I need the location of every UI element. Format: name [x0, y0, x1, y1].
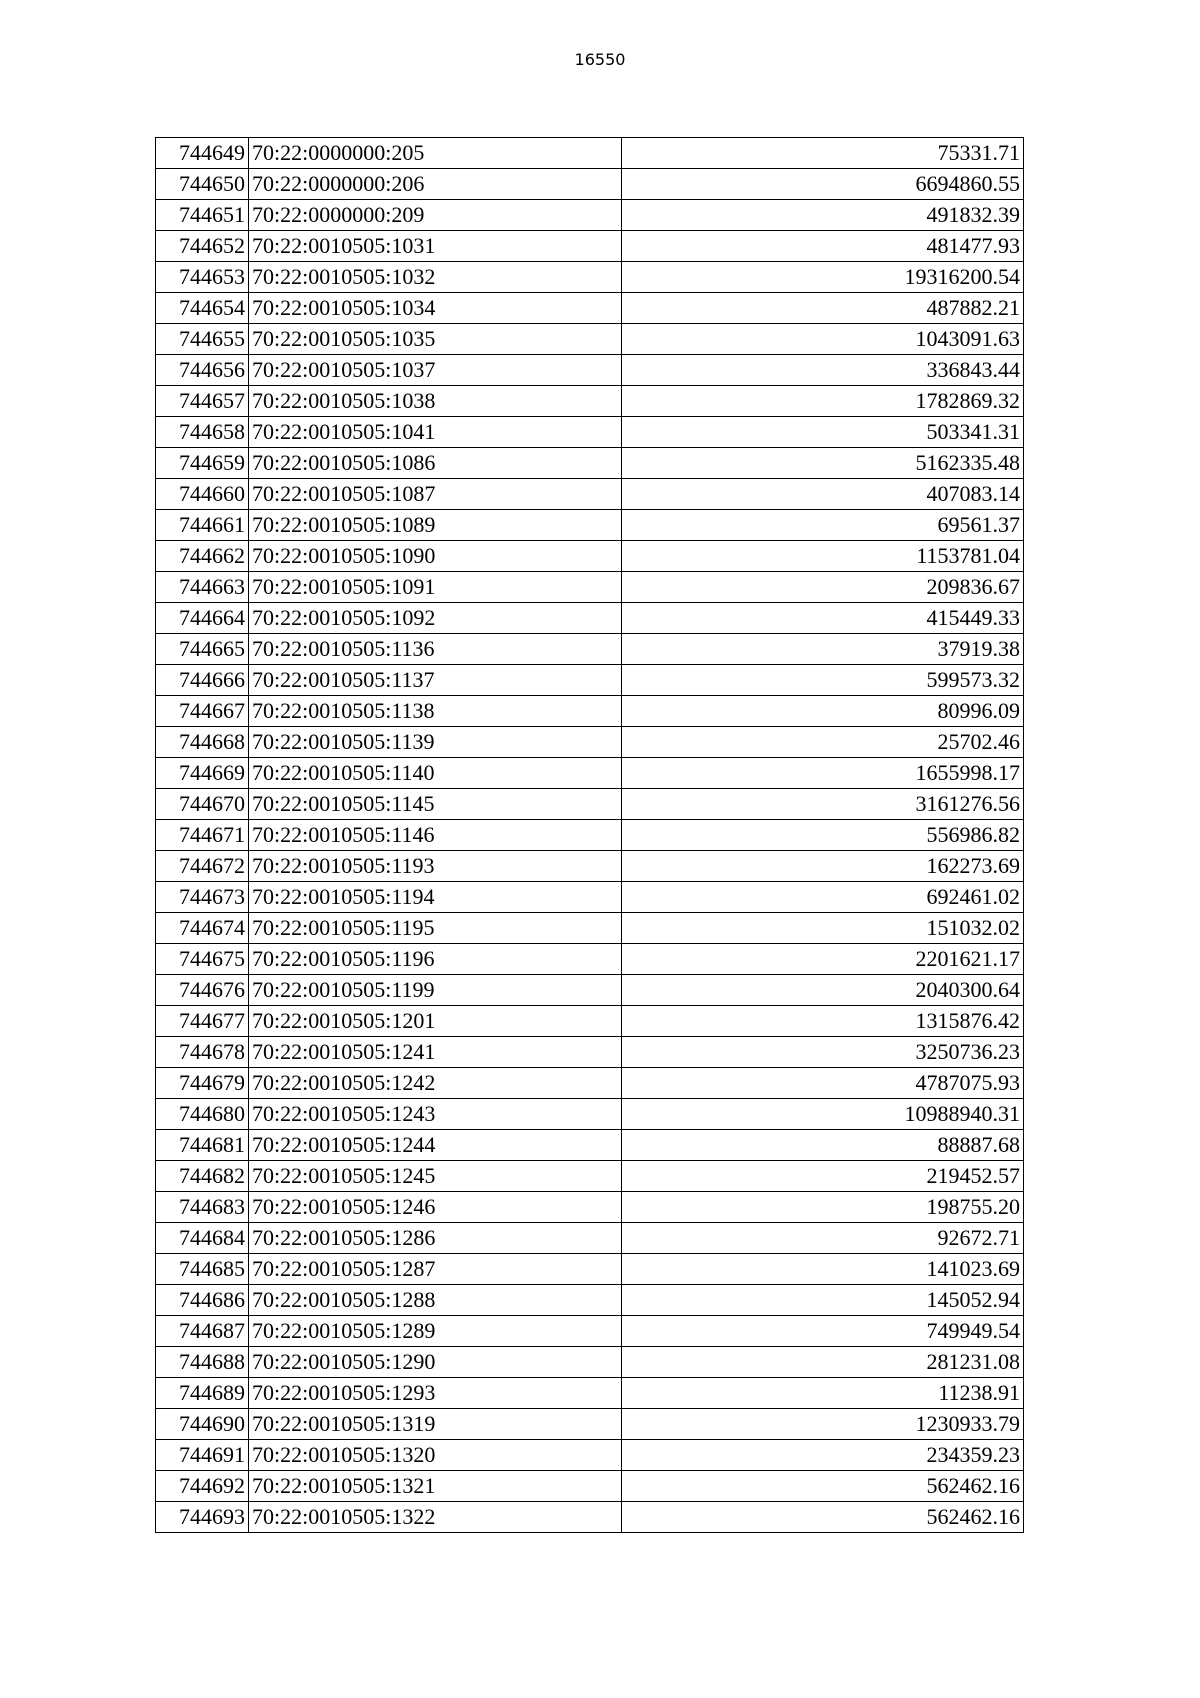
table-row — [156, 1037, 1024, 1068]
table-row — [156, 355, 1024, 386]
table-row — [156, 1378, 1024, 1409]
cadastral-number-cell: 70:22:0010505:1087 — [249, 479, 622, 510]
cadastral-number-cell: 70:22:0010505:1037 — [249, 355, 622, 386]
cadastral-value-cell: 6694860.55 — [622, 169, 1024, 200]
cadastral-number-cell: 70:22:0010505:1321 — [249, 1471, 622, 1502]
cadastral-number-cell: 70:22:0010505:1086 — [249, 448, 622, 479]
cadastral-value-table — [155, 137, 1024, 1533]
cadastral-number-cell: 70:22:0010505:1032 — [249, 262, 622, 293]
cadastral-number-cell: 70:22:0010505:1195 — [249, 913, 622, 944]
cadastral-number-cell: 70:22:0010505:1038 — [249, 386, 622, 417]
cadastral-value-cell: 4787075.93 — [622, 1068, 1024, 1099]
cadastral-number-cell: 70:22:0010505:1145 — [249, 789, 622, 820]
cadastral-number-cell: 70:22:0000000:209 — [249, 200, 622, 231]
cadastral-value-cell: 1153781.04 — [622, 541, 1024, 572]
cadastral-number-cell: 70:22:0010505:1290 — [249, 1347, 622, 1378]
table-row — [156, 293, 1024, 324]
table-row — [156, 417, 1024, 448]
cadastral-value-cell: 219452.57 — [622, 1161, 1024, 1192]
table-row — [156, 1130, 1024, 1161]
cadastral-value-cell: 1230933.79 — [622, 1409, 1024, 1440]
cadastral-value-cell: 503341.31 — [622, 417, 1024, 448]
row-number-cell: 744654 — [156, 293, 249, 324]
row-number-cell: 744675 — [156, 944, 249, 975]
row-number-cell: 744649 — [156, 138, 249, 169]
cadastral-number-cell: 70:22:0010505:1246 — [249, 1192, 622, 1223]
cadastral-value-cell: 5162335.48 — [622, 448, 1024, 479]
cadastral-value-cell: 80996.09 — [622, 696, 1024, 727]
cadastral-number-cell: 70:22:0010505:1140 — [249, 758, 622, 789]
row-number-cell: 744666 — [156, 665, 249, 696]
cadastral-value-cell: 749949.54 — [622, 1316, 1024, 1347]
cadastral-value-cell: 407083.14 — [622, 479, 1024, 510]
cadastral-number-cell: 70:22:0010505:1031 — [249, 231, 622, 262]
table-row — [156, 541, 1024, 572]
table-row — [156, 603, 1024, 634]
cadastral-number-cell: 70:22:0010505:1289 — [249, 1316, 622, 1347]
cadastral-number-cell: 70:22:0010505:1090 — [249, 541, 622, 572]
row-number-cell: 744690 — [156, 1409, 249, 1440]
row-number-cell: 744662 — [156, 541, 249, 572]
table-row — [156, 851, 1024, 882]
cadastral-value-cell: 1315876.42 — [622, 1006, 1024, 1037]
cadastral-number-cell: 70:22:0010505:1089 — [249, 510, 622, 541]
row-number-cell: 744685 — [156, 1254, 249, 1285]
table-row — [156, 727, 1024, 758]
cadastral-value-cell: 69561.37 — [622, 510, 1024, 541]
cadastral-number-cell: 70:22:0010505:1146 — [249, 820, 622, 851]
cadastral-number-cell: 70:22:0010505:1244 — [249, 1130, 622, 1161]
table-row — [156, 1223, 1024, 1254]
cadastral-number-cell: 70:22:0010505:1287 — [249, 1254, 622, 1285]
row-number-cell: 744689 — [156, 1378, 249, 1409]
row-number-cell: 744667 — [156, 696, 249, 727]
row-number-cell: 744665 — [156, 634, 249, 665]
cadastral-number-cell: 70:22:0010505:1241 — [249, 1037, 622, 1068]
cadastral-value-cell: 162273.69 — [622, 851, 1024, 882]
table-row — [156, 448, 1024, 479]
row-number-cell: 744678 — [156, 1037, 249, 1068]
cadastral-number-cell: 70:22:0010505:1139 — [249, 727, 622, 758]
table-row — [156, 510, 1024, 541]
cadastral-number-cell: 70:22:0010505:1091 — [249, 572, 622, 603]
row-number-cell: 744682 — [156, 1161, 249, 1192]
cadastral-value-cell: 25702.46 — [622, 727, 1024, 758]
table-row — [156, 820, 1024, 851]
row-number-cell: 744664 — [156, 603, 249, 634]
cadastral-number-cell: 70:22:0010505:1319 — [249, 1409, 622, 1440]
row-number-cell: 744659 — [156, 448, 249, 479]
row-number-cell: 744681 — [156, 1130, 249, 1161]
table-row — [156, 1471, 1024, 1502]
cadastral-number-cell: 70:22:0000000:206 — [249, 169, 622, 200]
cadastral-number-cell: 70:22:0010505:1137 — [249, 665, 622, 696]
table-row — [156, 1068, 1024, 1099]
cadastral-number-cell: 70:22:0010505:1243 — [249, 1099, 622, 1130]
cadastral-value-cell: 92672.71 — [622, 1223, 1024, 1254]
table-row — [156, 1440, 1024, 1471]
cadastral-value-cell: 37919.38 — [622, 634, 1024, 665]
cadastral-number-cell: 70:22:0010505:1035 — [249, 324, 622, 355]
cadastral-value-cell: 145052.94 — [622, 1285, 1024, 1316]
row-number-cell: 744656 — [156, 355, 249, 386]
cadastral-value-cell: 151032.02 — [622, 913, 1024, 944]
row-number-cell: 744658 — [156, 417, 249, 448]
row-number-cell: 744660 — [156, 479, 249, 510]
cadastral-value-cell: 281231.08 — [622, 1347, 1024, 1378]
table-row — [156, 1347, 1024, 1378]
table-row — [156, 1099, 1024, 1130]
cadastral-number-cell: 70:22:0010505:1136 — [249, 634, 622, 665]
cadastral-value-cell: 2201621.17 — [622, 944, 1024, 975]
cadastral-value-cell: 2040300.64 — [622, 975, 1024, 1006]
row-number-cell: 744672 — [156, 851, 249, 882]
table-row — [156, 1006, 1024, 1037]
cadastral-value-cell: 75331.71 — [622, 138, 1024, 169]
row-number-cell: 744684 — [156, 1223, 249, 1254]
row-number-cell: 744677 — [156, 1006, 249, 1037]
row-number-cell: 744657 — [156, 386, 249, 417]
cadastral-value-cell: 234359.23 — [622, 1440, 1024, 1471]
cadastral-value-cell: 487882.21 — [622, 293, 1024, 324]
cadastral-value-cell: 336843.44 — [622, 355, 1024, 386]
row-number-cell: 744670 — [156, 789, 249, 820]
table-row — [156, 386, 1024, 417]
row-number-cell: 744674 — [156, 913, 249, 944]
cadastral-value-cell: 481477.93 — [622, 231, 1024, 262]
cadastral-number-cell: 70:22:0010505:1322 — [249, 1502, 622, 1533]
table-row — [156, 789, 1024, 820]
table-row — [156, 634, 1024, 665]
table-row — [156, 665, 1024, 696]
cadastral-value-cell: 562462.16 — [622, 1471, 1024, 1502]
table-row — [156, 1502, 1024, 1533]
cadastral-value-cell: 141023.69 — [622, 1254, 1024, 1285]
cadastral-value-cell: 1782869.32 — [622, 386, 1024, 417]
row-number-cell: 744671 — [156, 820, 249, 851]
cadastral-number-cell: 70:22:0000000:205 — [249, 138, 622, 169]
row-number-cell: 744686 — [156, 1285, 249, 1316]
table-row — [156, 696, 1024, 727]
page-number: 16550 — [574, 50, 626, 69]
row-number-cell: 744687 — [156, 1316, 249, 1347]
cadastral-value-cell: 599573.32 — [622, 665, 1024, 696]
cadastral-number-cell: 70:22:0010505:1092 — [249, 603, 622, 634]
table-row — [156, 324, 1024, 355]
row-number-cell: 744650 — [156, 169, 249, 200]
table-row — [156, 944, 1024, 975]
row-number-cell: 744679 — [156, 1068, 249, 1099]
row-number-cell: 744673 — [156, 882, 249, 913]
cadastral-value-cell: 10988940.31 — [622, 1099, 1024, 1130]
table-row — [156, 138, 1024, 169]
table-row — [156, 572, 1024, 603]
table-row — [156, 882, 1024, 913]
cadastral-value-cell: 562462.16 — [622, 1502, 1024, 1533]
cadastral-value-cell: 3161276.56 — [622, 789, 1024, 820]
cadastral-value-cell: 556986.82 — [622, 820, 1024, 851]
cadastral-number-cell: 70:22:0010505:1194 — [249, 882, 622, 913]
cadastral-value-cell: 491832.39 — [622, 200, 1024, 231]
table-row — [156, 1285, 1024, 1316]
cadastral-value-cell: 692461.02 — [622, 882, 1024, 913]
cadastral-number-cell: 70:22:0010505:1286 — [249, 1223, 622, 1254]
row-number-cell: 744661 — [156, 510, 249, 541]
table-row — [156, 1161, 1024, 1192]
table-row — [156, 231, 1024, 262]
cadastral-number-cell: 70:22:0010505:1288 — [249, 1285, 622, 1316]
cadastral-number-cell: 70:22:0010505:1320 — [249, 1440, 622, 1471]
row-number-cell: 744693 — [156, 1502, 249, 1533]
cadastral-number-cell: 70:22:0010505:1242 — [249, 1068, 622, 1099]
cadastral-value-cell: 198755.20 — [622, 1192, 1024, 1223]
cadastral-number-cell: 70:22:0010505:1193 — [249, 851, 622, 882]
table-row — [156, 200, 1024, 231]
cadastral-value-cell: 209836.67 — [622, 572, 1024, 603]
cadastral-number-cell: 70:22:0010505:1034 — [249, 293, 622, 324]
table-row — [156, 913, 1024, 944]
cadastral-value-cell: 88887.68 — [622, 1130, 1024, 1161]
table-row — [156, 169, 1024, 200]
cadastral-number-cell: 70:22:0010505:1293 — [249, 1378, 622, 1409]
row-number-cell: 744691 — [156, 1440, 249, 1471]
cadastral-number-cell: 70:22:0010505:1201 — [249, 1006, 622, 1037]
cadastral-number-cell: 70:22:0010505:1041 — [249, 417, 622, 448]
cadastral-number-cell: 70:22:0010505:1196 — [249, 944, 622, 975]
row-number-cell: 744653 — [156, 262, 249, 293]
row-number-cell: 744676 — [156, 975, 249, 1006]
table-row — [156, 262, 1024, 293]
table-body — [156, 138, 1024, 1533]
table-row — [156, 975, 1024, 1006]
row-number-cell: 744663 — [156, 572, 249, 603]
table-row — [156, 1409, 1024, 1440]
cadastral-number-cell: 70:22:0010505:1199 — [249, 975, 622, 1006]
cadastral-number-cell: 70:22:0010505:1138 — [249, 696, 622, 727]
row-number-cell: 744680 — [156, 1099, 249, 1130]
cadastral-value-cell: 11238.91 — [622, 1378, 1024, 1409]
row-number-cell: 744669 — [156, 758, 249, 789]
table-row — [156, 1316, 1024, 1347]
row-number-cell: 744692 — [156, 1471, 249, 1502]
table-row — [156, 1192, 1024, 1223]
row-number-cell: 744651 — [156, 200, 249, 231]
cadastral-value-cell: 1043091.63 — [622, 324, 1024, 355]
row-number-cell: 744688 — [156, 1347, 249, 1378]
row-number-cell: 744668 — [156, 727, 249, 758]
table-row — [156, 758, 1024, 789]
row-number-cell: 744655 — [156, 324, 249, 355]
cadastral-value-cell: 3250736.23 — [622, 1037, 1024, 1068]
table-row — [156, 479, 1024, 510]
cadastral-value-cell: 1655998.17 — [622, 758, 1024, 789]
row-number-cell: 744652 — [156, 231, 249, 262]
cadastral-number-cell: 70:22:0010505:1245 — [249, 1161, 622, 1192]
cadastral-value-cell: 19316200.54 — [622, 262, 1024, 293]
cadastral-value-cell: 415449.33 — [622, 603, 1024, 634]
row-number-cell: 744683 — [156, 1192, 249, 1223]
table-row — [156, 1254, 1024, 1285]
